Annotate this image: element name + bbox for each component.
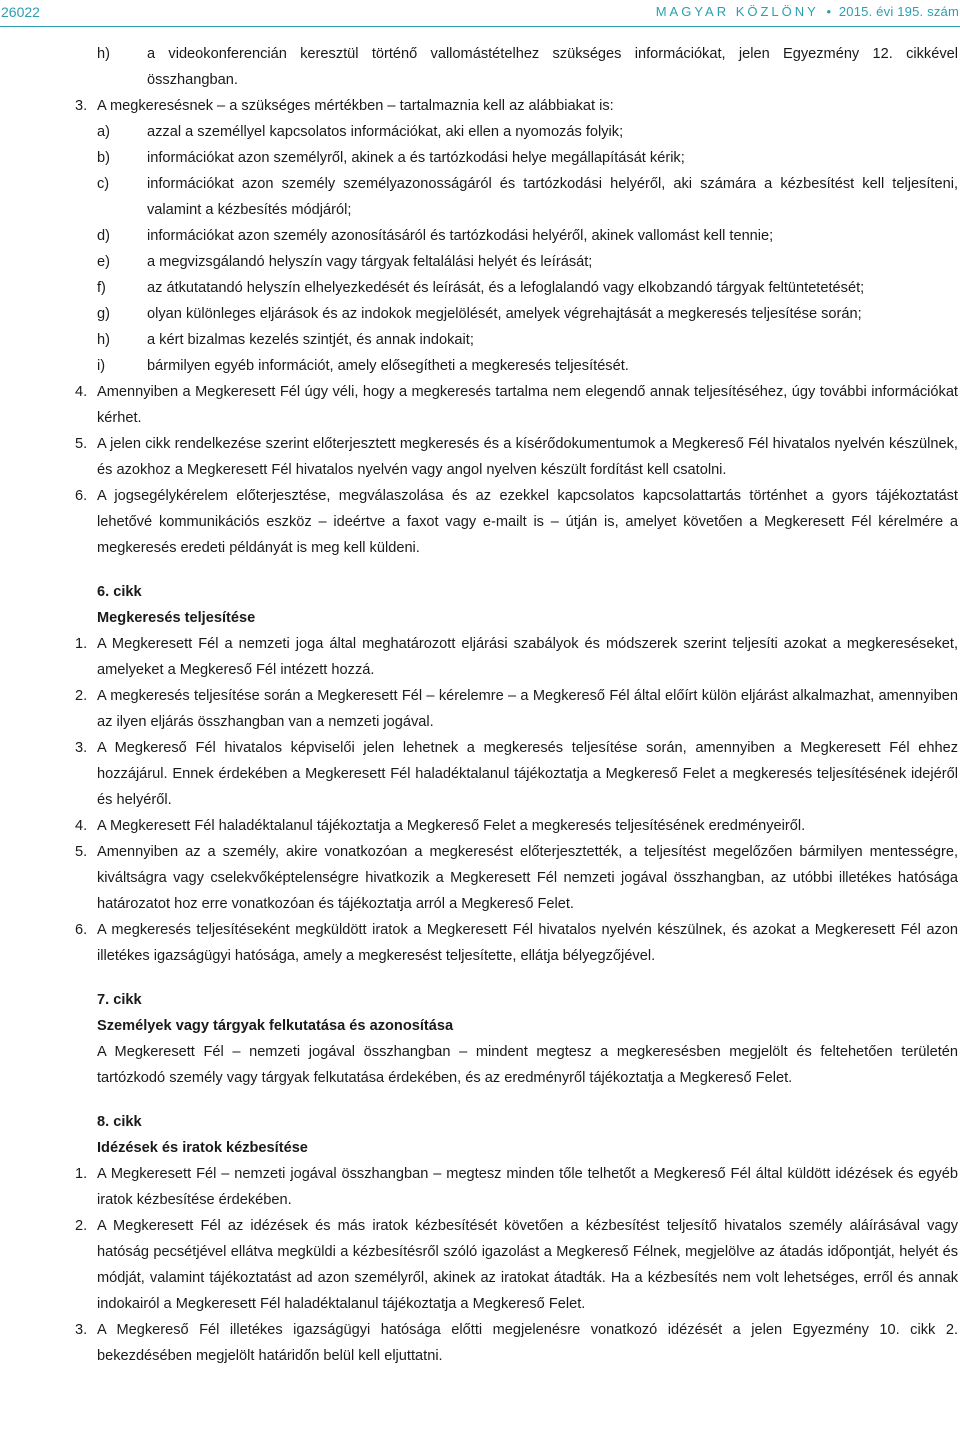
paragraph-5 — [0, 431, 960, 483]
paragraph-3 — [0, 93, 960, 119]
paragraph-text: A Megkereső Fél illetékes igazságügyi hatósága előtti megjelenésre vonatkozó idézését a jelen Egyezmény 10. cikk 2. bekezdésében megjelölt határidőn belül kell eljuttatni. — [97, 1322, 958, 1364]
numbered-paragraph — [0, 631, 960, 683]
list-item-label: c) — [97, 176, 110, 192]
list-item-label: g) — [97, 306, 110, 322]
list-item-text: az átkutatandó helyszín elhelyezkedését és leírását, és a lefoglalandó vagy elkobzandó tárgyak feltüntetetését; — [147, 280, 865, 296]
paragraph-text: A megkeresésnek – a szükséges mértékben – tartalmaznia kell az alábbiakat is: — [97, 98, 614, 114]
paragraph-text: A Megkeresett Fél haladéktalanul tájékoztatja a Megkereső Felet a megkeresés teljesítésének eredményeiről. — [97, 818, 806, 834]
paragraph-number: 2. — [75, 688, 88, 704]
list-item — [0, 327, 960, 353]
paragraph-text: A Megkeresett Fél a nemzeti joga által meghatározott eljárási szabályok és módszerek szerint teljesíti azokat a megkereséseket, amelyeket a Megkereső Fél intézett hozzá. — [97, 636, 958, 678]
list-item — [0, 223, 960, 249]
paragraph-text: A Megkereső Fél hivatalos képviselői jelen lehetnek a megkeresés teljesítése során, amennyiben a Megkeresett Fél ehhez hozzájárul. Ennek érdekében a Megkeresett Fél haladéktalanul tájékoztatja a Megkereső Felet a megkeresés teljesítésének idejéről és helyéről. — [97, 740, 958, 808]
article-7-number: 7. cikk — [97, 992, 142, 1008]
numbered-paragraph — [0, 735, 960, 813]
list-item-text: olyan különleges eljárások és az indokok megjelölését, amelyek végrehajtását a megkeresés teljesítése során; — [147, 306, 862, 322]
numbered-paragraph — [0, 917, 960, 969]
document-body — [0, 41, 960, 1369]
item-list — [0, 119, 960, 379]
list-item-text: információkat azon személyről, akinek a és tartózkodási helye megállapítását kérik; — [147, 150, 685, 166]
article-6-number: 6. cikk — [97, 584, 142, 600]
list-item-text: azzal a személlyel kapcsolatos információkat, aki ellen a nyomozás folyik; — [147, 124, 624, 140]
list-item — [0, 353, 960, 379]
list-item — [0, 171, 960, 223]
list-item — [0, 301, 960, 327]
journal-title: MAGYAR KÖZLÖNY — [655, 4, 819, 19]
paragraph-number: 3. — [75, 98, 88, 114]
paragraph-text: Amennyiben a Megkeresett Fél úgy véli, hogy a megkeresés tartalma nem elegendő annak teljesítéséhez, úgy további információkat kérhet. — [97, 384, 958, 426]
list-item-label: d) — [97, 228, 110, 244]
journal-title-line — [656, 4, 959, 19]
article-7-title: Személyek vagy tárgyak felkutatása és azonosítása — [97, 1018, 454, 1034]
list-item-label: i) — [97, 358, 106, 374]
list-item-label: h) — [97, 46, 110, 62]
list-item-text: bármilyen egyéb információt, amely elősegítheti a megkeresés teljesítését. — [147, 358, 629, 374]
article-6-title: Megkeresés teljesítése — [97, 610, 256, 626]
issue-label: 2015. évi 195. szám — [838, 4, 959, 19]
paragraph-number: 2. — [75, 1218, 88, 1234]
article-6-paragraphs — [0, 631, 960, 969]
article-7-text: A Megkeresett Fél – nemzeti jogával összhangban – mindent megtesz a megkeresésben megjelölt és feltehetően területén tartózkodó személy vagy tárgyak felkutatása érdekében, és az eredményről tájékoztatja a Megkereső Felet. — [97, 1044, 958, 1086]
list-item-text: a megvizsgálandó helyszín vagy tárgyak feltalálási helyét és leírását; — [147, 254, 593, 270]
paragraph-text: A megkeresés teljesítéseként megküldött iratok a Megkeresett Fél hivatalos nyelvén készülnek, és azokat a Megkeresett Fél azon illetékes igazságügyi hatósága, amely a megkeresést teljesítette, ellátja bélyegzőjével. — [97, 922, 958, 964]
header-separator: • — [826, 4, 832, 19]
paragraph-number: 3. — [75, 1322, 88, 1338]
list-item — [0, 145, 960, 171]
paragraph-4 — [0, 379, 960, 431]
paragraph-text: A Megkeresett Fél az idézések és más iratok kézbesítését követően a kézbesítést teljesítő hivatalos személy aláírásával vagy hatóság pecsétjével ellátva megküldi a kézbesítésről szóló igazolást a Megkereső Félnek, megjelölve az átadás időpontját, helyét és módját, valamint tájékoztatást ad azon személyről, akinek az iratokat átadták. Ha a kézbesítés nem volt lehetséges, erről és annak indokairól a Megkeresett Fél haladéktalanul tájékoztatja a Megkereső Felet. — [97, 1218, 958, 1312]
paragraph-text: A jogsegélykérelem előterjesztése, megválaszolása és az ezekkel kapcsolatos kapcsolattartás történhet a gyors tájékoztatást lehetővé kommunikációs eszköz – ideértve a faxot vagy e-mailt is – útján is, amelyet követően a Megkeresett Fél kérelmére a megkeresés eredeti példányát is meg kell küldeni. — [97, 488, 958, 556]
list-item-label: f) — [97, 280, 106, 296]
page-number: 26022 — [1, 4, 40, 20]
paragraph-number: 4. — [75, 818, 88, 834]
list-item-label: h) — [97, 332, 110, 348]
paragraph-text: A jelen cikk rendelkezése szerint előterjesztett megkeresés és a kísérődokumentumok a Megkereső Fél hivatalos nyelvén készülnek, és azokhoz a Megkeresett Fél hivatalos nyelvén vagy angol nyelven készült fordítást kell csatolni. — [97, 436, 958, 478]
paragraph-text: A Megkeresett Fél – nemzeti jogával összhangban – megtesz minden tőle telhetőt a Megkereső Fél által küldött idézések és egyéb iratok kézbesítése érdekében. — [97, 1166, 958, 1208]
list-item — [0, 249, 960, 275]
article-8-number: 8. cikk — [97, 1114, 142, 1130]
list-item-text: a videokonferencián keresztül történő vallomástételhez szükséges információkat, jelen Egyezmény 12. cikkével összhangban. — [147, 46, 958, 88]
list-item-text: információkat azon személy azonosításáról és tartózkodási helyéről, akinek vallomást kell tennie; — [147, 228, 774, 244]
paragraph-number: 1. — [75, 636, 88, 652]
list-item-label: e) — [97, 254, 110, 270]
list-item-h — [0, 41, 960, 93]
paragraph-number: 5. — [75, 436, 88, 452]
numbered-paragraph — [0, 839, 960, 917]
paragraph-text: Amennyiben az a személy, akire vonatkozóan a megkeresést előterjesztették, a teljesítést megelőzően bármilyen mentességre, kiváltságra vagy cselekvőképtelenségre hivatkozik a Megkeresett Fél nemzeti jogával összhangban, az utóbbi illetékes hatósága határozatot hoz erre vonatkozóan és tájékoztatja arról a Megkereső Felet. — [97, 844, 958, 912]
paragraph-number: 1. — [75, 1166, 88, 1182]
list-item-text: a kért bizalmas kezelés szintjét, és annak indokait; — [147, 332, 474, 348]
paragraph-6 — [0, 483, 960, 561]
list-item-text: információkat azon személy személyazonosságáról és tartózkodási helyéről, aki számára a kézbesítést kell teljesíteni, valamint a kézbesítés módjáról; — [147, 176, 958, 218]
page-header — [0, 0, 960, 27]
paragraph-number: 6. — [75, 488, 88, 504]
paragraph-text: A megkeresés teljesítése során a Megkeresett Fél – kérelemre – a Megkereső Fél által előírt külön eljárást alkalmazhat, amennyiben az ilyen eljárás összhangban van a nemzeti jogával. — [97, 688, 958, 730]
paragraph-number: 6. — [75, 922, 88, 938]
numbered-paragraph — [0, 1161, 960, 1213]
paragraph-number: 5. — [75, 844, 88, 860]
paragraph-number: 4. — [75, 384, 88, 400]
numbered-paragraph — [0, 813, 960, 839]
list-item-label: a) — [97, 124, 110, 140]
numbered-paragraph — [0, 1213, 960, 1317]
list-item-label: b) — [97, 150, 110, 166]
numbered-paragraph — [0, 1317, 960, 1369]
article-8-title: Idézések és iratok kézbesítése — [97, 1140, 308, 1156]
numbered-paragraph — [0, 683, 960, 735]
list-item — [0, 275, 960, 301]
paragraph-number: 3. — [75, 740, 88, 756]
list-item — [0, 119, 960, 145]
article-8-paragraphs — [0, 1161, 960, 1369]
